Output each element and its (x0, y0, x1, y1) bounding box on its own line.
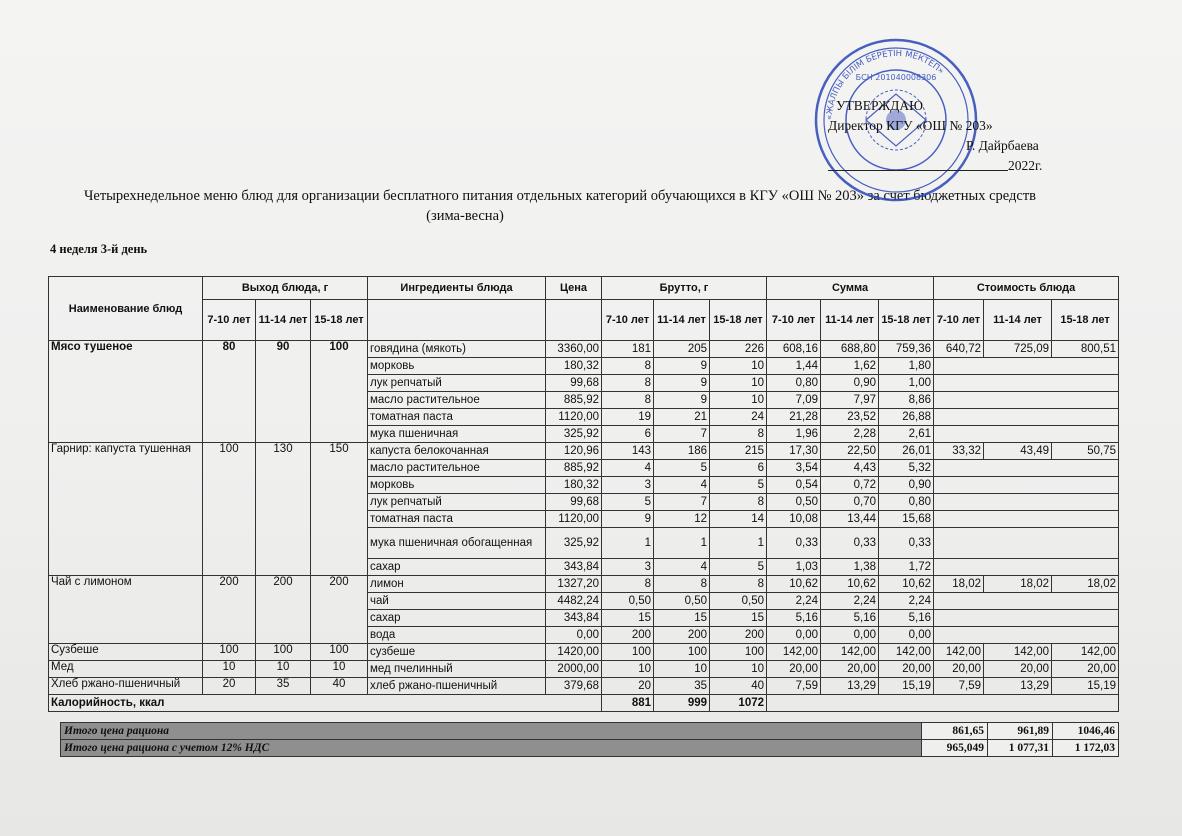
dish-name: Хлеб ржано-пшеничный (49, 678, 203, 695)
header-age: 15-18 лет (879, 300, 934, 341)
brutto-value: 15 (654, 610, 710, 627)
cost-empty (934, 426, 1119, 443)
brutto-value: 4 (654, 477, 710, 494)
sum-value: 17,30 (767, 443, 821, 460)
approval-position: Директор КГУ «ОШ № 203» (828, 118, 993, 133)
ingredient: сузбеше (368, 644, 546, 661)
brutto-value: 5 (710, 559, 767, 576)
title-line-1: Четырехнедельное меню блюд для организации бесплатного питания отдельных категорий обучающихся в КГУ «ОШ № 203» за счет бюджетных средств (83, 188, 1037, 204)
header-price: Цена (546, 277, 602, 300)
brutto-value: 1 (710, 528, 767, 559)
brutto-value: 19 (602, 409, 654, 426)
ingredient: масло растительное (368, 460, 546, 477)
brutto-value: 0,50 (602, 593, 654, 610)
ingredient: вода (368, 627, 546, 644)
calories-row (49, 695, 1119, 712)
approval-year: 2022г. (1008, 158, 1043, 173)
ingredient: хлеб ржано-пшеничный (368, 678, 546, 695)
dish-output: 10 (311, 661, 368, 678)
cost-empty (934, 409, 1119, 426)
total-value: 861,65 (922, 723, 988, 740)
ingredient-price: 180,32 (546, 358, 602, 375)
brutto-value: 1 (602, 528, 654, 559)
brutto-value: 6 (602, 426, 654, 443)
dish-name: Мясо тушеное (49, 341, 203, 443)
cost-empty (934, 477, 1119, 494)
dish-name: Мед (49, 661, 203, 678)
header-sum: Сумма (767, 277, 934, 300)
dish-cost: 7,59 (934, 678, 984, 695)
total-vat-label: Итого цена рациона с учетом 12% НДС (61, 740, 922, 757)
brutto-value: 3 (602, 477, 654, 494)
seal-text: «ЖАЛПЫ БІЛІМ БЕРЕТІН МЕКТЕП» (824, 48, 946, 121)
brutto-value: 8 (602, 392, 654, 409)
dish-cost: 18,02 (1052, 576, 1119, 593)
ingredient-price: 99,68 (546, 494, 602, 511)
dish-name: Сузбеше (49, 644, 203, 661)
sum-value: 0,00 (879, 627, 934, 644)
header-ingredients: Ингредиенты блюда (368, 277, 546, 300)
cost-empty (934, 610, 1119, 627)
sum-value: 1,80 (879, 358, 934, 375)
sum-value: 3,54 (767, 460, 821, 477)
seal-bin: БСН 201040008306 (855, 73, 937, 82)
sum-value: 1,03 (767, 559, 821, 576)
sum-value: 0,33 (821, 528, 879, 559)
brutto-value: 15 (710, 610, 767, 627)
ingredient-price: 1120,00 (546, 409, 602, 426)
header-age: 7-10 лет (203, 300, 256, 341)
header-age: 7-10 лет (934, 300, 984, 341)
dish-output: 150 (311, 443, 368, 576)
total-row (61, 723, 1119, 740)
brutto-value: 100 (602, 644, 654, 661)
brutto-value: 3 (602, 559, 654, 576)
sum-value: 688,80 (821, 341, 879, 358)
ingredient: томатная паста (368, 409, 546, 426)
ingredient-price: 325,92 (546, 528, 602, 559)
sum-value: 5,16 (767, 610, 821, 627)
ingredient-price: 885,92 (546, 460, 602, 477)
sum-value: 4,43 (821, 460, 879, 477)
cost-empty (934, 511, 1119, 528)
brutto-value: 226 (710, 341, 767, 358)
ingredient: лимон (368, 576, 546, 593)
header-brutto: Брутто, г (602, 277, 767, 300)
header-dish: Наименование блюд (49, 277, 203, 341)
dish-cost: 15,19 (1052, 678, 1119, 695)
header-cost: Стоимость блюда (934, 277, 1119, 300)
dish-output: 100 (203, 443, 256, 576)
dish-output: 200 (203, 576, 256, 644)
ingredient-price: 2000,00 (546, 661, 602, 678)
dish-cost: 33,32 (934, 443, 984, 460)
brutto-value: 10 (710, 358, 767, 375)
brutto-value: 15 (602, 610, 654, 627)
brutto-value: 8 (602, 358, 654, 375)
brutto-value: 8 (602, 576, 654, 593)
sum-value: 20,00 (821, 661, 879, 678)
brutto-value: 205 (654, 341, 710, 358)
sum-value: 2,61 (879, 426, 934, 443)
cost-empty (934, 358, 1119, 375)
brutto-value: 181 (602, 341, 654, 358)
dish-output: 90 (256, 341, 311, 443)
brutto-value: 9 (654, 375, 710, 392)
dish-output: 100 (203, 644, 256, 661)
sum-value: 2,24 (879, 593, 934, 610)
approval-name: Р. Дайрбаева (966, 138, 1039, 153)
brutto-value: 10 (602, 661, 654, 678)
header-age: 15-18 лет (1052, 300, 1119, 341)
sum-value: 142,00 (821, 644, 879, 661)
ingredient-price: 180,32 (546, 477, 602, 494)
sum-value: 5,16 (879, 610, 934, 627)
brutto-value: 10 (710, 661, 767, 678)
ingredient-price: 1420,00 (546, 644, 602, 661)
dish-output: 10 (256, 661, 311, 678)
dish-cost: 800,51 (1052, 341, 1119, 358)
total-vat-value: 1 172,03 (1053, 740, 1119, 757)
cost-empty (934, 375, 1119, 392)
ingredient-price: 3360,00 (546, 341, 602, 358)
brutto-value: 9 (602, 511, 654, 528)
sum-value: 0,80 (767, 375, 821, 392)
brutto-value: 200 (654, 627, 710, 644)
cost-empty (934, 392, 1119, 409)
sum-value: 7,59 (767, 678, 821, 695)
ingredient: мед пчелинный (368, 661, 546, 678)
sum-value: 0,90 (879, 477, 934, 494)
cost-empty (934, 627, 1119, 644)
dish-cost: 20,00 (934, 661, 984, 678)
dish-cost: 50,75 (1052, 443, 1119, 460)
brutto-value: 10 (710, 392, 767, 409)
ingredient-price: 343,84 (546, 559, 602, 576)
brutto-value: 5 (654, 460, 710, 477)
ingredient-price: 343,84 (546, 610, 602, 627)
cost-empty (934, 494, 1119, 511)
brutto-value: 7 (654, 426, 710, 443)
brutto-value: 12 (654, 511, 710, 528)
sum-value: 5,16 (821, 610, 879, 627)
ingredient-price: 120,96 (546, 443, 602, 460)
brutto-value: 35 (654, 678, 710, 695)
brutto-value: 100 (654, 644, 710, 661)
calories-empty (767, 695, 1119, 712)
brutto-value: 9 (654, 392, 710, 409)
header-age: 11-14 лет (256, 300, 311, 341)
brutto-value: 21 (654, 409, 710, 426)
total-label: Итого цена рациона (61, 723, 922, 740)
dish-name: Чай с лимоном (49, 576, 203, 644)
header-age: 7-10 лет (767, 300, 821, 341)
menu-table (48, 276, 1119, 712)
dish-cost: 142,00 (1052, 644, 1119, 661)
dish-output: 130 (256, 443, 311, 576)
calories-value: 999 (654, 695, 710, 712)
header-empty (368, 300, 546, 341)
total-vat-row (61, 740, 1119, 757)
dish-cost: 18,02 (984, 576, 1052, 593)
table-row (49, 576, 1119, 593)
brutto-value: 4 (602, 460, 654, 477)
brutto-value: 5 (602, 494, 654, 511)
ingredient: томатная паста (368, 511, 546, 528)
brutto-value: 8 (654, 576, 710, 593)
sum-value: 0,00 (767, 627, 821, 644)
brutto-value: 24 (710, 409, 767, 426)
totals-table (60, 722, 1119, 757)
ingredient-price: 379,68 (546, 678, 602, 695)
dish-output: 40 (311, 678, 368, 695)
ingredient-price: 1327,20 (546, 576, 602, 593)
approval-title: УТВЕРЖДАЮ (836, 98, 924, 113)
ingredient: чай (368, 593, 546, 610)
dish-output: 200 (311, 576, 368, 644)
sum-value: 10,62 (879, 576, 934, 593)
menu-body (49, 341, 1119, 695)
header-age: 11-14 лет (984, 300, 1052, 341)
dish-cost: 640,72 (934, 341, 984, 358)
ingredient: масло растительное (368, 392, 546, 409)
brutto-value: 1 (654, 528, 710, 559)
ingredient: мука пшеничная обогащенная (368, 528, 546, 559)
total-value: 961,89 (988, 723, 1053, 740)
brutto-value: 40 (710, 678, 767, 695)
brutto-value: 186 (654, 443, 710, 460)
sum-value: 7,97 (821, 392, 879, 409)
header-age: 15-18 лет (311, 300, 368, 341)
table-row (49, 443, 1119, 460)
ingredient-price: 1120,00 (546, 511, 602, 528)
sum-value: 0,50 (767, 494, 821, 511)
calories-label: Калорийность, ккал (49, 695, 602, 712)
sum-value: 2,24 (821, 593, 879, 610)
sum-value: 1,96 (767, 426, 821, 443)
dish-output: 100 (311, 341, 368, 443)
dish-output: 20 (203, 678, 256, 695)
sum-value: 21,28 (767, 409, 821, 426)
calories-value: 881 (602, 695, 654, 712)
sum-value: 0,80 (879, 494, 934, 511)
sum-value: 759,36 (879, 341, 934, 358)
header-empty (546, 300, 602, 341)
sum-value: 1,72 (879, 559, 934, 576)
brutto-value: 20 (602, 678, 654, 695)
table-row (49, 644, 1119, 661)
header-age: 7-10 лет (602, 300, 654, 341)
header-age: 15-18 лет (710, 300, 767, 341)
sum-value: 0,33 (767, 528, 821, 559)
dish-cost: 142,00 (934, 644, 984, 661)
brutto-value: 8 (710, 426, 767, 443)
sum-value: 22,50 (821, 443, 879, 460)
dish-cost: 142,00 (984, 644, 1052, 661)
ingredient: лук репчатый (368, 375, 546, 392)
approval-block (828, 96, 1068, 176)
brutto-value: 100 (710, 644, 767, 661)
brutto-value: 6 (710, 460, 767, 477)
sum-value: 10,08 (767, 511, 821, 528)
brutto-value: 200 (602, 627, 654, 644)
ingredient-price: 99,68 (546, 375, 602, 392)
brutto-value: 5 (710, 477, 767, 494)
sum-value: 10,62 (821, 576, 879, 593)
ingredient-price: 0,00 (546, 627, 602, 644)
brutto-value: 14 (710, 511, 767, 528)
brutto-value: 8 (710, 576, 767, 593)
sum-value: 10,62 (767, 576, 821, 593)
header-age: 11-14 лет (654, 300, 710, 341)
sum-value: 608,16 (767, 341, 821, 358)
sum-value: 23,52 (821, 409, 879, 426)
cost-empty (934, 593, 1119, 610)
sum-value: 142,00 (767, 644, 821, 661)
dish-output: 100 (256, 644, 311, 661)
sum-value: 13,44 (821, 511, 879, 528)
title-line-2: (зима-весна) (426, 208, 504, 224)
dish-cost: 43,49 (984, 443, 1052, 460)
brutto-value: 10 (654, 661, 710, 678)
ingredient: капуста белокочанная (368, 443, 546, 460)
brutto-value: 0,50 (710, 593, 767, 610)
sum-value: 0,72 (821, 477, 879, 494)
sum-value: 20,00 (879, 661, 934, 678)
date-blank-line (828, 156, 1008, 171)
sum-value: 7,09 (767, 392, 821, 409)
brutto-value: 10 (710, 375, 767, 392)
calories-value: 1072 (710, 695, 767, 712)
sum-value: 1,44 (767, 358, 821, 375)
brutto-value: 7 (654, 494, 710, 511)
brutto-value: 0,50 (654, 593, 710, 610)
menu-day-subtitle: 4 неделя 3-й день (50, 242, 148, 256)
sum-value: 15,19 (879, 678, 934, 695)
total-value: 1046,46 (1053, 723, 1119, 740)
table-row (49, 661, 1119, 678)
dish-cost: 20,00 (1052, 661, 1119, 678)
cost-empty (934, 559, 1119, 576)
sum-value: 26,88 (879, 409, 934, 426)
ingredient: лук репчатый (368, 494, 546, 511)
header-age: 11-14 лет (821, 300, 879, 341)
ingredient-price: 325,92 (546, 426, 602, 443)
dish-cost: 20,00 (984, 661, 1052, 678)
approval-date (828, 156, 1068, 176)
dish-output: 80 (203, 341, 256, 443)
sum-value: 1,62 (821, 358, 879, 375)
ingredient: мука пшеничная (368, 426, 546, 443)
header-output: Выход блюда, г (203, 277, 368, 300)
sum-value: 0,90 (821, 375, 879, 392)
cost-empty (934, 460, 1119, 477)
brutto-value: 8 (710, 494, 767, 511)
dish-output: 200 (256, 576, 311, 644)
total-vat-value: 965,049 (922, 740, 988, 757)
dish-output: 10 (203, 661, 256, 678)
sum-value: 8,86 (879, 392, 934, 409)
table-row (49, 678, 1119, 695)
brutto-value: 215 (710, 443, 767, 460)
sum-value: 20,00 (767, 661, 821, 678)
dish-output: 100 (311, 644, 368, 661)
brutto-value: 8 (602, 375, 654, 392)
sum-value: 5,32 (879, 460, 934, 477)
sum-value: 0,54 (767, 477, 821, 494)
sum-value: 2,24 (767, 593, 821, 610)
brutto-value: 4 (654, 559, 710, 576)
sum-value: 1,38 (821, 559, 879, 576)
brutto-value: 9 (654, 358, 710, 375)
sum-value: 0,00 (821, 627, 879, 644)
cost-empty (934, 528, 1119, 559)
ingredient: сахар (368, 610, 546, 627)
total-vat-value: 1 077,31 (988, 740, 1053, 757)
ingredient: морковь (368, 477, 546, 494)
ingredient: говядина (мякоть) (368, 341, 546, 358)
sum-value: 13,29 (821, 678, 879, 695)
sum-value: 0,33 (879, 528, 934, 559)
ingredient: морковь (368, 358, 546, 375)
dish-cost: 13,29 (984, 678, 1052, 695)
sum-value: 15,68 (879, 511, 934, 528)
ingredient: сахар (368, 559, 546, 576)
sum-value: 0,70 (821, 494, 879, 511)
dish-name: Гарнир: капуста тушенная (49, 443, 203, 576)
dish-output: 35 (256, 678, 311, 695)
sum-value: 26,01 (879, 443, 934, 460)
sum-value: 142,00 (879, 644, 934, 661)
sum-value: 1,00 (879, 375, 934, 392)
table-row (49, 341, 1119, 358)
sum-value: 2,28 (821, 426, 879, 443)
dish-cost: 725,09 (984, 341, 1052, 358)
dish-cost: 18,02 (934, 576, 984, 593)
ingredient-price: 885,92 (546, 392, 602, 409)
ingredient-price: 4482,24 (546, 593, 602, 610)
brutto-value: 200 (710, 627, 767, 644)
brutto-value: 143 (602, 443, 654, 460)
